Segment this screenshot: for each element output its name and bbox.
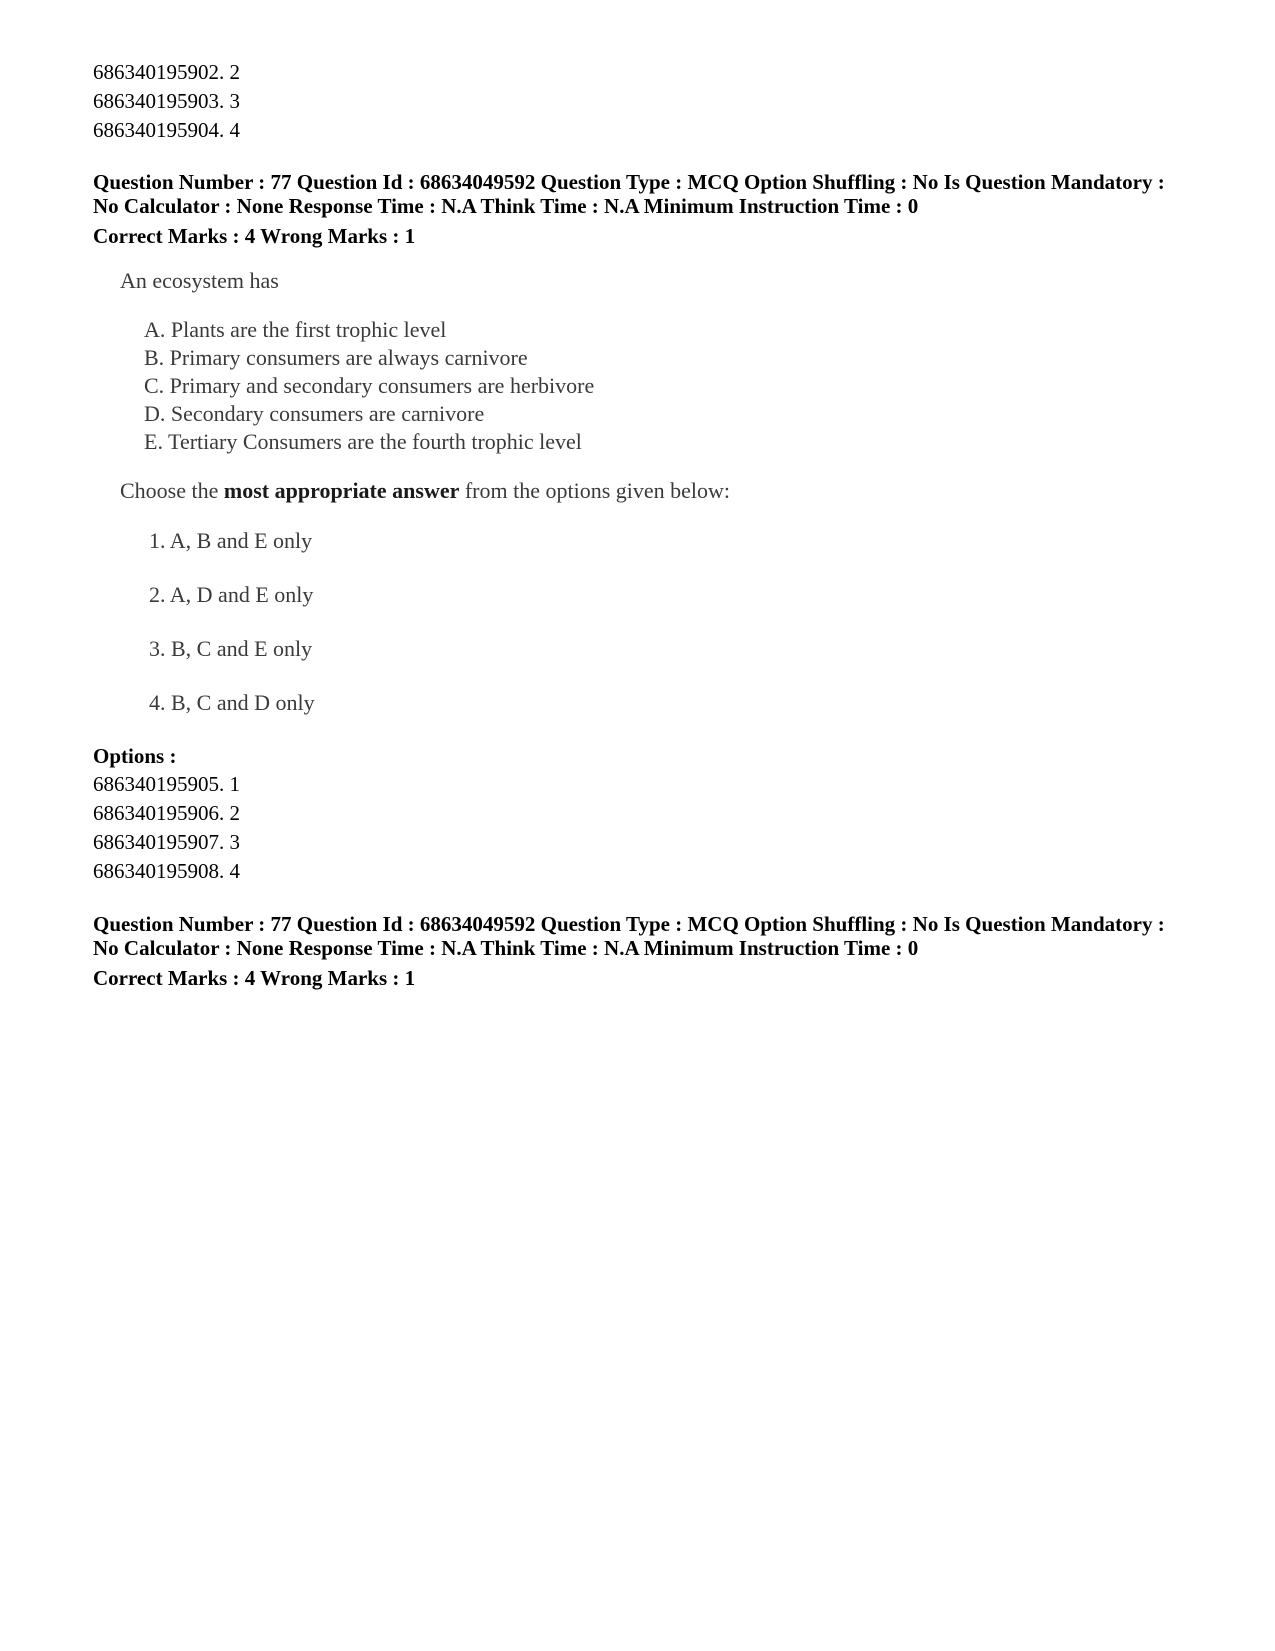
previous-options-list xyxy=(93,58,1193,145)
question-instruction xyxy=(120,476,1193,506)
options-list xyxy=(93,770,1193,886)
option-item: 686340195902. 2 xyxy=(93,60,240,84)
question-content xyxy=(120,266,1193,718)
question-marks: Correct Marks : 4 Wrong Marks : 1 xyxy=(93,224,416,248)
next-question-marks: Correct Marks : 4 Wrong Marks : 1 xyxy=(93,966,416,990)
document-page xyxy=(93,58,1193,992)
statement-item: E. Tertiary Consumers are the fourth trophic level xyxy=(144,429,582,454)
statement-item: D. Secondary consumers are carnivore xyxy=(144,401,485,426)
answer-choice: 1. A, B and E only xyxy=(149,528,313,553)
answer-choice: 3. B, C and E only xyxy=(149,636,313,661)
option-item: 686340195908. 4 xyxy=(93,859,240,883)
question-meta-line2: No Calculator : None Response Time : N.A Think Time : N.A Minimum Instruction Time : 0 xyxy=(93,194,919,218)
answer-choice-list xyxy=(149,526,1193,718)
statement-item: C. Primary and secondary consumers are herbivore xyxy=(144,373,595,398)
answer-choice: 4. B, C and D only xyxy=(149,690,315,715)
next-question-meta-line1: Question Number : 77 Question Id : 68634049592 Question Type : MCQ Option Shuffling : No Is Question Mandatory : xyxy=(93,912,1165,936)
answer-choice: 2. A, D and E only xyxy=(149,582,314,607)
option-item: 686340195903. 3 xyxy=(93,89,240,113)
option-item: 686340195905. 1 xyxy=(93,772,240,796)
question-meta-line1: Question Number : 77 Question Id : 68634049592 Question Type : MCQ Option Shuffling : No Is Question Mandatory : xyxy=(93,170,1165,194)
option-item: 686340195907. 3 xyxy=(93,830,240,854)
question-block xyxy=(93,170,1193,886)
options-label: Options : xyxy=(93,744,177,768)
option-item: 686340195904. 4 xyxy=(93,118,240,142)
next-question-meta-line2: No Calculator : None Response Time : N.A Think Time : N.A Minimum Instruction Time : 0 xyxy=(93,936,919,960)
option-item: 686340195906. 2 xyxy=(93,801,240,825)
statement-item: A. Plants are the first trophic level xyxy=(144,317,447,342)
instruction-pre: Choose the xyxy=(120,478,224,503)
question-stem: An ecosystem has xyxy=(120,268,279,293)
instruction-post: from the options given below: xyxy=(459,478,731,503)
next-question-block xyxy=(93,912,1193,992)
statement-list xyxy=(144,316,1193,456)
statement-item: B. Primary consumers are always carnivore xyxy=(144,345,528,370)
instruction-bold: most appropriate answer xyxy=(223,478,460,503)
